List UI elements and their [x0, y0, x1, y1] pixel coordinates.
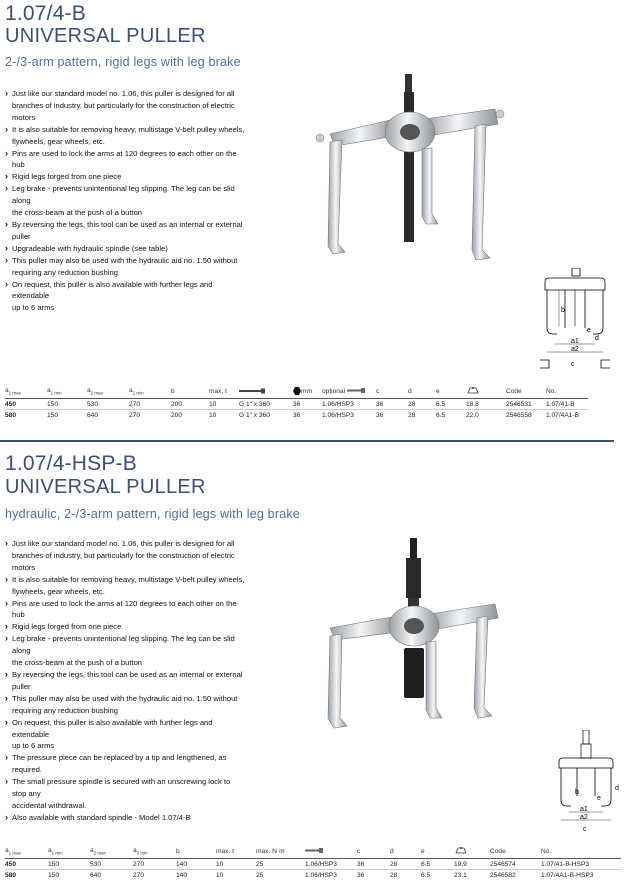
table-cell: 140: [176, 859, 216, 870]
feature-item: › Rigid legs forged from one piece: [5, 621, 245, 633]
label-a2: a2: [580, 814, 588, 821]
table-row: [5, 410, 588, 421]
feature-item: › The pressure piece can be replaced by a tip and lengthened, as required.: [5, 752, 245, 776]
table-cell: 450: [5, 859, 48, 870]
feature-item: › On request, this puller is also available with further legs and extendable: [5, 717, 245, 741]
column-header: $a_{1 min}$: [47, 386, 62, 396]
table-cell: 28: [390, 859, 421, 870]
feature-item-continued: flywheels, gear wheels, etc.: [12, 136, 105, 146]
feature-item: › It is also suitable for removing heavy, multistage V-belt pulley wheels,: [5, 574, 245, 586]
spec-table: [5, 844, 621, 880]
column-header: [466, 384, 506, 399]
column-header: $a_{1 min}$: [48, 846, 63, 856]
table-cell: 36: [357, 870, 390, 881]
table-cell: 270: [133, 870, 176, 881]
table-cell: 36: [293, 410, 322, 421]
column-header: max. t: [216, 847, 234, 855]
table-cell: 1.07/41-B-HSP3: [541, 859, 621, 870]
feature-item: › On request, this puller is also available with further legs and extendable: [5, 279, 245, 303]
column-header: [454, 844, 490, 859]
table-cell: 28: [408, 399, 436, 410]
table-cell: 270: [129, 410, 171, 421]
feature-item: › This puller may also be used with the hydraulic aid no. 1.50 without: [5, 693, 245, 705]
table-cell: 2546558: [506, 410, 546, 421]
column-header: mm: [293, 384, 322, 399]
dimension-diagram: [553, 730, 623, 834]
column-header: $a_{2 max}$: [87, 386, 103, 396]
feature-item: › Leg brake - prevents unintentional leg slipping. The leg can be slid along: [5, 633, 245, 657]
column-header: Code: [506, 387, 522, 395]
column-header: $a_{1 max}$: [5, 386, 21, 396]
table-cell: 530: [87, 399, 129, 410]
table-cell: 23.1: [454, 870, 490, 881]
table-cell: 2546574: [490, 859, 541, 870]
table-cell: 640: [87, 410, 129, 421]
table-cell: 28: [390, 870, 421, 881]
column-header: optional: [322, 384, 376, 399]
table-cell: G 1" x 360: [239, 410, 293, 421]
table-cell: 270: [133, 859, 176, 870]
table-cell: 270: [129, 399, 171, 410]
feature-item-continued: flywheels, gear wheels, etc.: [12, 586, 105, 596]
table-cell: 2546531: [506, 399, 546, 410]
table-cell: 28: [408, 410, 436, 421]
hex-nut-icon: [293, 387, 301, 395]
column-header: e: [421, 847, 425, 855]
table-cell: 150: [47, 399, 87, 410]
column-header: e: [436, 387, 440, 395]
column-header: b: [176, 847, 180, 855]
table-cell: 150: [48, 859, 90, 870]
table-cell: 10: [209, 410, 239, 421]
spec-table: [5, 384, 588, 420]
table-cell: 580: [5, 870, 48, 881]
column-header: [239, 384, 293, 399]
table-cell: 140: [176, 870, 216, 881]
table-cell: 10: [216, 870, 256, 881]
feature-item: › By reversing the legs, this tool can be used as an internal or external puller: [5, 669, 245, 693]
table-cell: 150: [48, 870, 90, 881]
table-cell: 25: [256, 859, 305, 870]
table-cell: 6.5: [436, 410, 466, 421]
product-subtitle: 2-/3-arm pattern, rigid legs with leg brake: [5, 55, 241, 69]
feature-item-continued: branches of industry, but particularly for the construction of electric motors: [12, 100, 235, 122]
table-cell: 1.07/4A1-B: [546, 410, 588, 421]
feature-item: › Pins are used to lock the arms at 120 degrees to each other on the hub: [5, 598, 245, 622]
table-row: [5, 870, 621, 881]
column-header: c: [357, 847, 361, 855]
column-header: $a_{2 max}$: [90, 846, 106, 856]
dimension-diagram: [535, 268, 615, 374]
table-cell: 580: [5, 410, 47, 421]
table-cell: 25: [256, 870, 305, 881]
column-header: No.: [541, 847, 552, 855]
feature-item-continued: up to 6 arms: [12, 741, 55, 751]
column-header: d: [390, 847, 394, 855]
feature-item-continued: accidental withdrawal.: [12, 800, 87, 810]
table-header-row: [5, 844, 621, 859]
column-header: Code: [490, 847, 506, 855]
table-cell: 1.06/HSP3: [322, 410, 376, 421]
table-cell: 200: [171, 410, 209, 421]
feature-item: › It is also suitable for removing heavy, multistage V-belt pulley wheels,: [5, 124, 245, 136]
table-cell: 200: [171, 399, 209, 410]
table-cell: 36: [293, 399, 322, 410]
table-cell: 6.5: [421, 859, 454, 870]
label-e: e: [587, 327, 591, 334]
model-number: 1.07/4-B: [5, 2, 86, 25]
product-section-1: [0, 0, 630, 440]
label-e: e: [597, 795, 601, 802]
column-header: max. t: [209, 387, 227, 395]
label-b: b: [575, 789, 579, 796]
table-row: [5, 399, 588, 410]
column-header: d: [408, 387, 412, 395]
table-cell: 10: [209, 399, 239, 410]
feature-item-continued: up to 6 arms: [12, 303, 55, 313]
table-cell: 10: [216, 859, 256, 870]
table-cell: 6.5: [421, 870, 454, 881]
model-number: 1.07/4-HSP-B: [5, 452, 137, 475]
column-header: b: [171, 387, 175, 395]
feature-item-continued: requiring any reduction bushing: [12, 267, 118, 277]
table-cell: 1.07/41-B: [546, 399, 588, 410]
table-cell: 150: [47, 410, 87, 421]
label-d: d: [595, 335, 599, 342]
label-c: c: [571, 361, 575, 368]
feature-item: › Just like our standard model no. 1.06, this puller is designed for all: [5, 538, 245, 550]
table-cell: 1.06/HSP3: [305, 870, 357, 881]
spindle-icon: [239, 388, 265, 394]
hydraulic-puller-photo: [300, 538, 510, 738]
puller-photo: [300, 74, 510, 269]
feature-item-continued: the cross-beam at the push of a button: [12, 208, 143, 218]
table-cell: G 1" x 360: [239, 399, 293, 410]
column-header: c: [376, 387, 380, 395]
extension-icon: [305, 848, 323, 853]
table-cell: 1.06/HSP3: [322, 399, 376, 410]
label-d: d: [615, 785, 619, 792]
feature-item: › The small pressure spindle is secured with an unscrewing lock to stop any: [5, 776, 245, 800]
product-title: UNIVERSAL PULLER: [5, 476, 206, 498]
table-cell: 1.07/4A1-B-HSP3: [541, 870, 621, 881]
table-cell: 36: [376, 399, 408, 410]
product-subtitle: hydraulic, 2-/3-arm pattern, rigid legs with leg brake: [5, 507, 300, 521]
column-header: $a_{2 min}$: [129, 386, 144, 396]
table-cell: 640: [90, 870, 133, 881]
feature-item: › By reversing the legs, this tool can be used as an internal or external puller: [5, 219, 245, 243]
feature-item-continued: requiring any reduction bushing: [12, 705, 118, 715]
product-section-2: [0, 448, 630, 886]
table-cell: 19.9: [454, 859, 490, 870]
label-c: c: [583, 826, 587, 833]
table-cell: 22.0: [466, 410, 506, 421]
table-cell: 36: [357, 859, 390, 870]
column-header: max. N·m: [256, 847, 285, 855]
table-cell: 530: [90, 859, 133, 870]
feature-list: [5, 88, 245, 314]
feature-item: › Just like our standard model no. 1.06, this puller is designed for all: [5, 88, 245, 100]
column-header: [305, 844, 357, 859]
feature-item: › Leg brake - prevents unintentional leg slipping. The leg can be slid along: [5, 183, 245, 207]
feature-item-continued: branches of industry, but particularly for the construction of electric motors: [12, 550, 235, 572]
weight-icon: [454, 847, 468, 854]
table-cell: 1.06/HSP3: [305, 859, 357, 870]
extension-icon: [347, 388, 365, 393]
section-divider: [0, 440, 614, 442]
table-cell: 36: [376, 410, 408, 421]
label-a2: a2: [571, 346, 579, 353]
column-header: $a_{2 min}$: [133, 846, 148, 856]
weight-icon: [466, 387, 480, 394]
label-a1: a1: [580, 806, 588, 813]
table-cell: 450: [5, 399, 47, 410]
feature-item: › Also available with standard spindle - Model 1.07/4-B: [5, 812, 245, 824]
table-cell: 2546582: [490, 870, 541, 881]
label-b: b: [561, 307, 565, 314]
column-header: No.: [546, 387, 557, 395]
feature-item: › Rigid legs forged from one piece: [5, 171, 245, 183]
table-row: [5, 859, 621, 870]
table-cell: 6.5: [436, 399, 466, 410]
feature-item: › Pins are used to lock the arms at 120 degrees to each other on the hub: [5, 148, 245, 172]
feature-item-continued: the cross-beam at the push of a button: [12, 658, 143, 668]
column-header: $a_{1 max}$: [5, 846, 21, 856]
table-header-row: [5, 384, 588, 399]
feature-list: [5, 538, 245, 824]
feature-item: › This puller may also be used with the hydraulic aid no. 1.50 without: [5, 255, 245, 267]
product-title: UNIVERSAL PULLER: [5, 25, 206, 47]
label-a1: a1: [571, 338, 579, 345]
table-cell: 18.8: [466, 399, 506, 410]
feature-item: › Upgradeable with hydraulic spindle (see table): [5, 243, 245, 255]
